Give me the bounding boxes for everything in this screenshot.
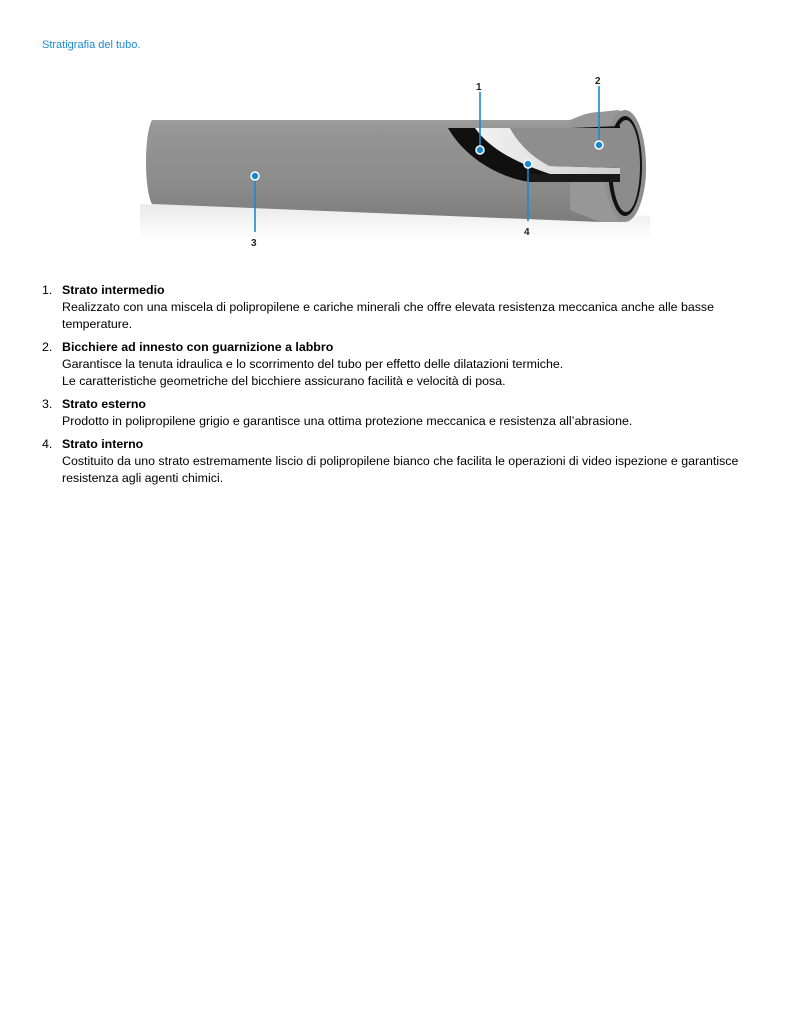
callout-4-label: 4 [524,227,530,238]
item-description: Realizzato con una miscela di polipropilene e cariche minerali che offre elevata resistenza meccanica anche alle basse temperature. [62,300,715,331]
list-item [42,436,752,487]
item-number: 1. [42,283,53,297]
callout-3-marker [251,172,259,180]
list-item [42,282,752,333]
item-description: Costituito da uno strato estremamente liscio di polipropilene bianco che facilita le operazioni di video ispezione e garantisce resistenza agli agenti chimici. [62,454,739,485]
callout-3-label: 3 [251,238,257,249]
item-title: Strato esterno [62,397,146,411]
item-number: 2. [42,340,53,354]
pipe-stratigraphy-figure [130,70,660,260]
middle-layer-lower-band [530,174,620,182]
callout-2-marker [595,141,603,149]
layer-list [42,282,752,493]
item-title: Strato interno [62,437,144,451]
pipe-illustration [130,70,660,260]
item-number: 3. [42,397,53,411]
item-description: Prodotto in polipropilene grigio e garantisce una ottima protezione meccanica e resistenza all’abrasione. [62,414,633,428]
callout-4-marker [524,160,532,168]
item-description: Garantisce la tenuta idraulica e lo scorrimento del tubo per effetto delle dilatazioni termiche. [62,357,564,371]
item-description: Le caratteristiche geometriche del bicchiere assicurano facilità e velocità di posa. [62,374,506,388]
item-title: Bicchiere ad innesto con guarnizione a labbro [62,340,334,354]
callout-2-label: 2 [595,76,601,87]
item-number: 4. [42,437,53,451]
item-title: Strato intermedio [62,283,165,297]
list-item [42,339,752,390]
callout-1-marker [476,146,484,154]
list-item [42,396,752,430]
callout-1-label: 1 [476,82,482,93]
figure-caption: Stratigrafia del tubo. [42,39,141,51]
